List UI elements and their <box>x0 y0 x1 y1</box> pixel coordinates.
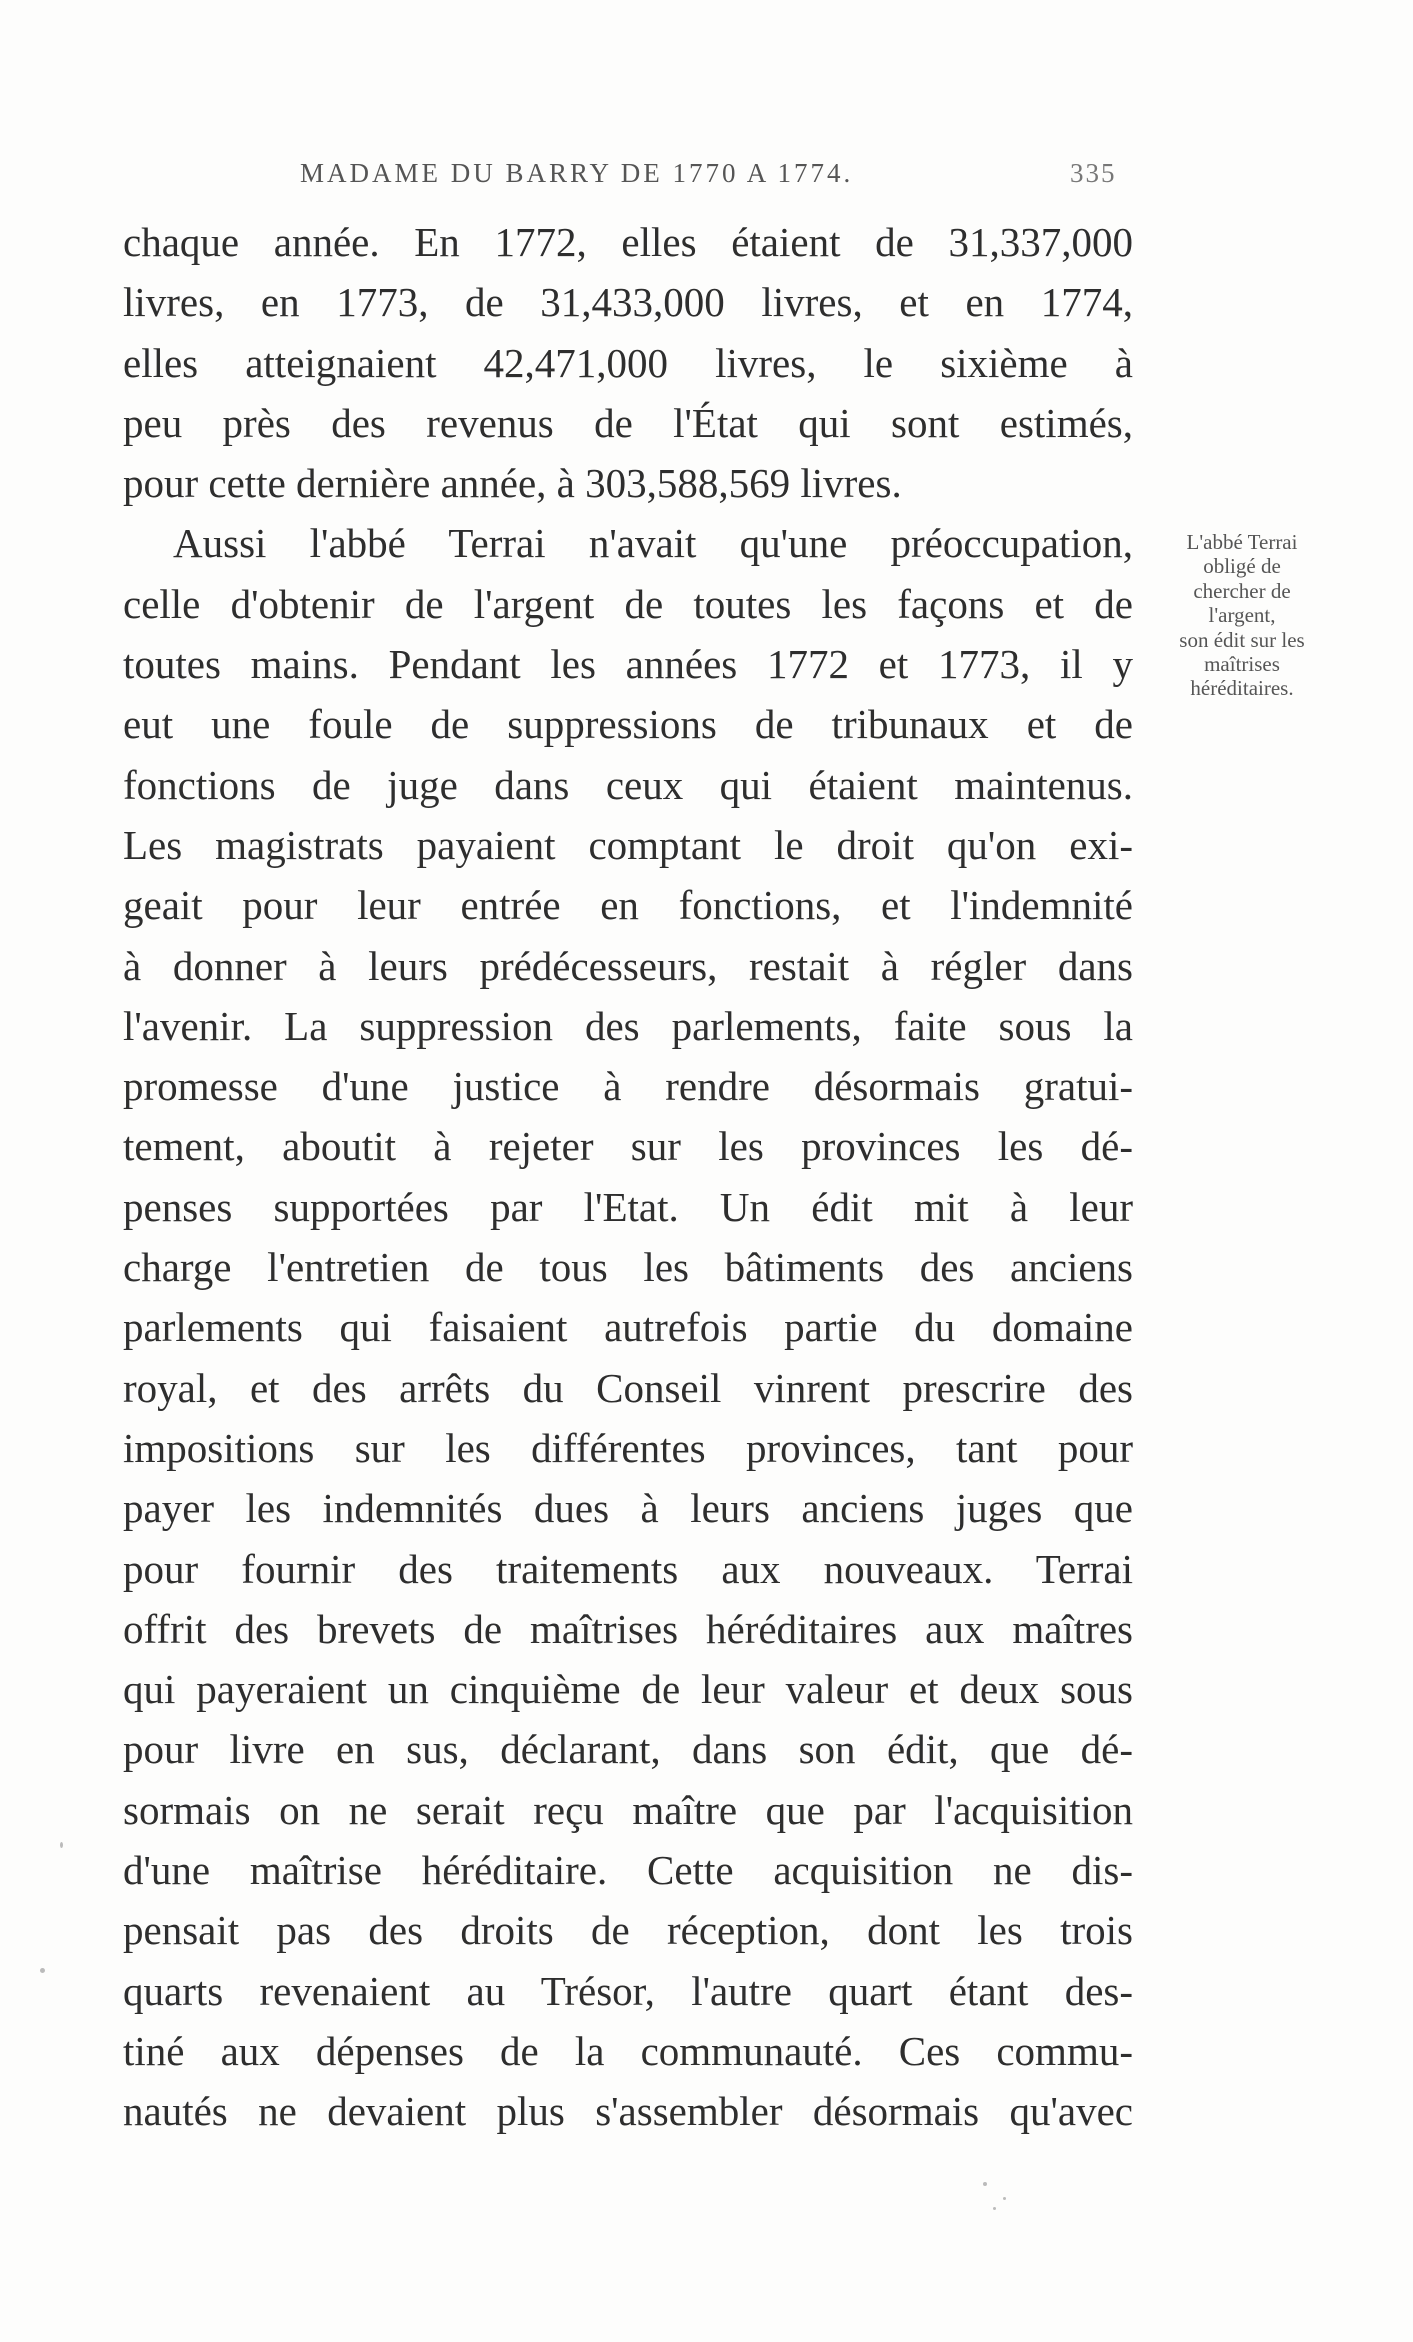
text-line: payer les indemnités dues à leurs anciens juges que <box>123 1485 1133 1532</box>
page-number: 335 <box>1070 158 1117 188</box>
margin-note-line: L'abbé Terrai <box>1186 530 1298 554</box>
margin-note-line: héréditaires. <box>1190 676 1294 701</box>
margin-note-line: son édit sur les <box>1179 627 1305 652</box>
margin-note-line: l'argent, <box>1208 603 1276 628</box>
margin-note-line: chercher de <box>1193 578 1291 603</box>
text-line: fonctions de juge dans ceux qui étaient maintenus. <box>123 761 1133 808</box>
text-line: tement, aboutit à rejeter sur les provinces les dé- <box>123 1123 1133 1170</box>
text-line: charge l'entretien de tous les bâtiments des anciens <box>123 1244 1133 1291</box>
margin-note <box>1142 530 1342 701</box>
text-line: toutes mains. Pendant les années 1772 et 1773, il y <box>123 641 1133 688</box>
text-line: pour cette dernière année, à 303,588,569 livres. <box>123 460 902 507</box>
running-head <box>300 158 1117 194</box>
paper-speck <box>993 2207 996 2210</box>
text-line: eut une foule de suppressions de tribunaux et de <box>123 701 1133 748</box>
text-line: royal, et des arrêts du Conseil vinrent prescrire des <box>123 1364 1133 1411</box>
text-line: Les magistrats payaient comptant le droit qu'on exi- <box>123 821 1133 868</box>
text-line: chaque année. En 1772, elles étaient de 31,337,000 <box>123 219 1133 265</box>
margin-note-line: obligé de <box>1203 554 1281 579</box>
text-line: elles atteignaient 42,471,000 livres, le sixième à <box>123 339 1133 386</box>
text-line: pour fournir des traitements aux nouveaux. Terrai <box>123 1545 1133 1592</box>
running-head-title: MADAME DU BARRY DE 1770 A 1774. <box>300 158 854 188</box>
paper-speck <box>40 1968 45 1973</box>
text-line: l'avenir. La suppression des parlements, faite sous la <box>123 1002 1133 1049</box>
body-text <box>123 212 1133 2142</box>
text-line: qui payeraient un cinquième de leur valeur et deux sous <box>123 1666 1133 1713</box>
text-line: d'une maîtrise héréditaire. Cette acquisition ne dis- <box>123 1847 1133 1894</box>
text-line: promesse d'une justice à rendre désormais gratui- <box>123 1063 1133 1110</box>
text-line: geait pour leur entrée en fonctions, et l'indemnité <box>123 882 1133 929</box>
text-line: offrit des brevets de maîtrises héréditaires aux maîtres <box>123 1605 1133 1652</box>
text-line: impositions sur les différentes provinces, tant pour <box>123 1424 1133 1471</box>
text-line: à donner à leurs prédécesseurs, restait à régler dans <box>123 942 1133 989</box>
text-line: sormais on ne serait reçu maître que par l'acquisition <box>123 1786 1133 1833</box>
text-line: livres, en 1773, de 31,433,000 livres, et en 1774, <box>123 279 1133 326</box>
paper-speck <box>983 2182 987 2186</box>
text-line: penses supportées par l'Etat. Un édit mit à leur <box>123 1183 1133 1230</box>
text-line: celle d'obtenir de l'argent de toutes les façons et de <box>123 580 1133 627</box>
text-line: pensait pas des droits de réception, dont les trois <box>123 1907 1133 1954</box>
paper-speck <box>1003 2197 1006 2200</box>
text-line: pour livre en sus, déclarant, dans son édit, que dé- <box>123 1726 1133 1773</box>
paper-speck <box>60 1842 63 1848</box>
text-line: peu près des revenus de l'État qui sont estimés, <box>123 399 1133 446</box>
text-line: nautés ne devaient plus s'assembler désormais qu'avec <box>123 2088 1133 2135</box>
text-line: tiné aux dépenses de la communauté. Ces commu- <box>123 2027 1133 2074</box>
text-line: parlements qui faisaient autrefois partie du domaine <box>123 1304 1133 1351</box>
margin-note-line: maîtrises <box>1204 651 1280 676</box>
text-line: Aussi l'abbé Terrai n'avait qu'une préoccupation, <box>173 520 1133 567</box>
text-line: quarts revenaient au Trésor, l'autre quart étant des- <box>123 1967 1133 2014</box>
